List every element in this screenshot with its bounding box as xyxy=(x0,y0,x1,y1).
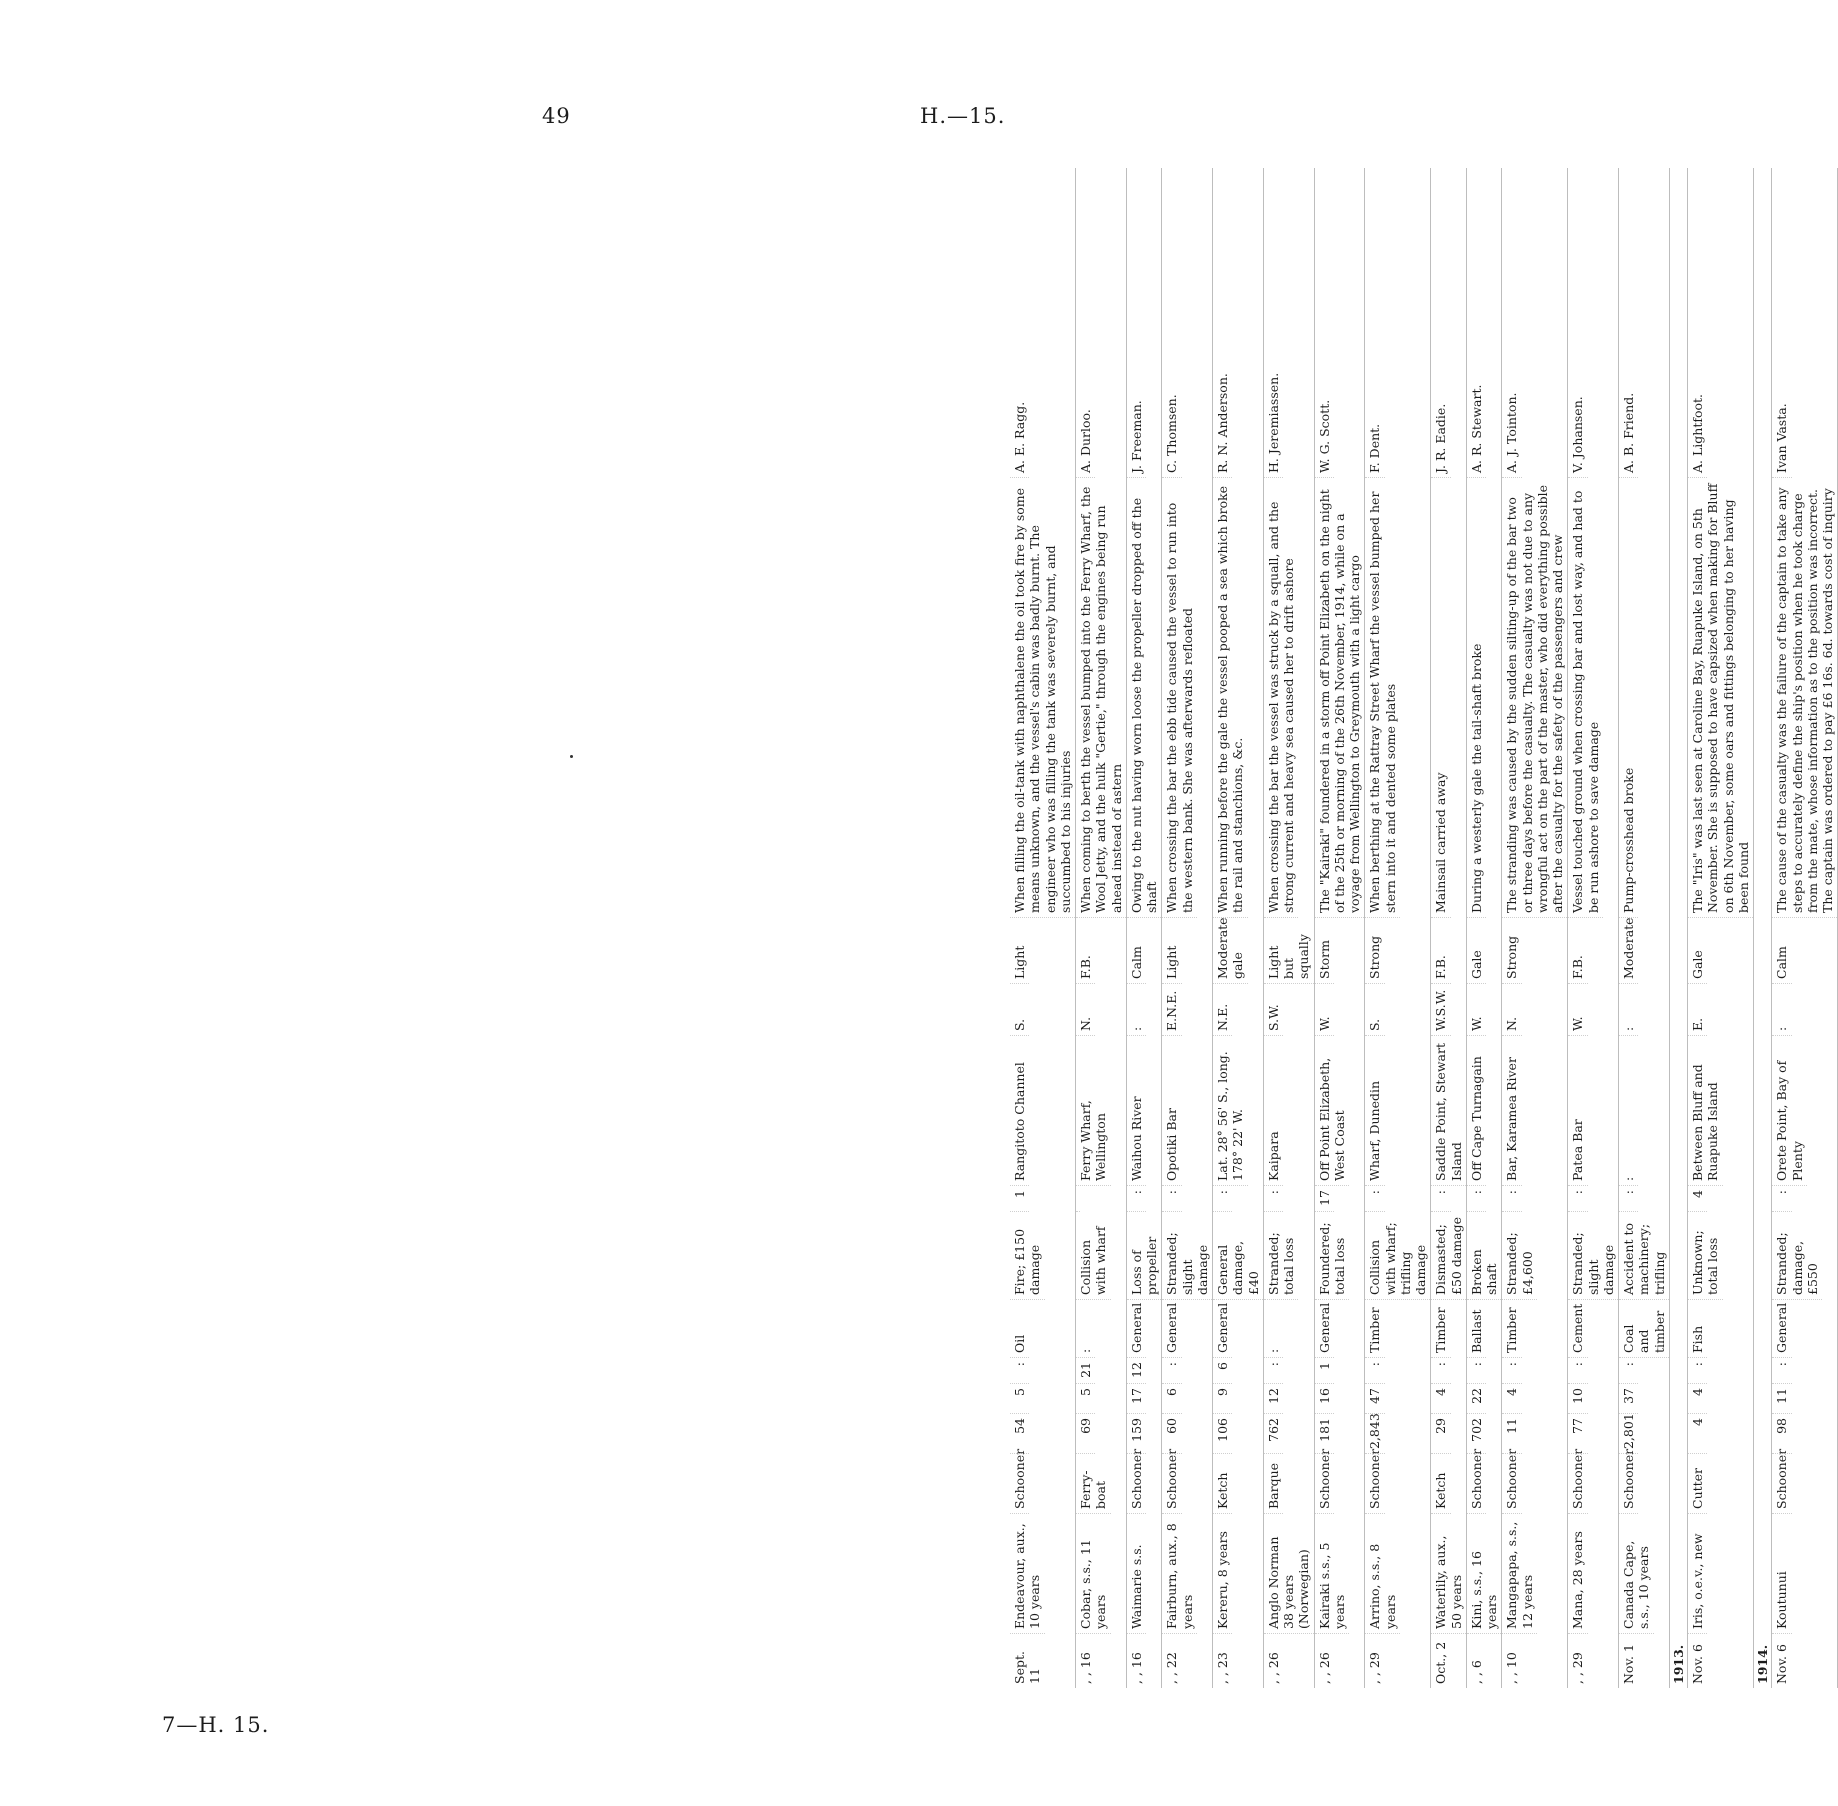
cell-date: Nov. 6 xyxy=(1690,1644,1705,1684)
cell-lives: 4 xyxy=(1688,1186,1707,1212)
cell-nature: Dismasted; £50 damage xyxy=(1431,1212,1466,1300)
cell-date: Sept. 11 xyxy=(1012,1651,1043,1684)
table-row xyxy=(1568,168,1619,1688)
cell-crew: 37 xyxy=(1619,1384,1638,1414)
cell-date: , , 23 xyxy=(1215,1652,1230,1684)
cell-investigated-by: A. E. Ragg. xyxy=(1010,338,1029,478)
cell-tonnage: 2,801 xyxy=(1619,1414,1638,1454)
cell-name: Endeavour, aux., 10 years xyxy=(1010,1514,1045,1634)
cell-investigated-by: W. G. Scott. xyxy=(1315,338,1334,478)
cell-tonnage: 98 xyxy=(1772,1414,1791,1454)
cell-crew: 4 xyxy=(1431,1384,1450,1414)
cell-wind-force: F.B. xyxy=(1076,918,1095,984)
cell-crew: 12 xyxy=(1264,1384,1283,1414)
cell-cargo: Coal and timber xyxy=(1619,1300,1669,1358)
cell-passengers: 1 xyxy=(1315,1358,1334,1384)
cell-date: Nov. 6 xyxy=(1774,1644,1790,1684)
table-row xyxy=(1619,168,1670,1688)
table-row xyxy=(1264,168,1315,1688)
cell-investigated-by: Ivan Vasta. xyxy=(1772,338,1791,478)
cell-cause: When filling the oil-tank with naphthalene the oil took fire by some means unknown, and the vessel's cabin was badly burnt. The engineer who was filling the tank was severely burnt, and succumbed to his injuries xyxy=(1010,478,1075,918)
cell-wind-dir: : xyxy=(1619,984,1638,1036)
cell-place: Off Cape Turnagain xyxy=(1467,1036,1486,1186)
cell-investigated-by: J. R. Eadie. xyxy=(1431,338,1450,478)
cell-wind-dir: W.S.W. xyxy=(1431,984,1450,1036)
cell-name: Iris, o.e.v., new xyxy=(1688,1514,1707,1634)
cell-wind-dir: S.W. xyxy=(1264,984,1283,1036)
cell-investigated-by: A. R. Stewart. xyxy=(1467,338,1486,478)
cell-tonnage: 54 xyxy=(1010,1414,1029,1454)
cell-cause: The "Kairaki" foundered in a storm off Point Elizabeth on the night of the 25th or morning of the 26th November, 1914, while on a voyage from Wellington to Greymouth with a light cargo xyxy=(1315,478,1365,918)
cell-cargo: Timber xyxy=(1365,1300,1384,1358)
cell-rig: Schooner xyxy=(1127,1454,1146,1514)
cell-cargo: Oil xyxy=(1010,1300,1029,1358)
cell-cause: When crossing the bar the vessel was struck by a squall, and the strong current and heavy sea caused her to drift ashore xyxy=(1264,478,1299,918)
cell-place: Rangitoto Channel xyxy=(1010,1036,1029,1186)
cell-nature: Loss of propeller xyxy=(1127,1212,1162,1300)
cell-cargo: General xyxy=(1162,1300,1181,1358)
cell-passengers: : xyxy=(1467,1358,1486,1384)
cell-investigated-by: R. N. Anderson. xyxy=(1213,338,1232,478)
cell-cause: Owing to the nut having worn loose the propeller dropped off the shaft xyxy=(1127,478,1162,918)
cell-crew: 11 xyxy=(1772,1384,1791,1414)
cell-crew: 10 xyxy=(1568,1384,1587,1414)
cell-wind-dir: S. xyxy=(1010,984,1029,1036)
cell-cause: During a westerly gale the tail-shaft broke xyxy=(1467,478,1486,918)
cell-cargo: Ballast xyxy=(1467,1300,1486,1358)
table-row xyxy=(1365,168,1431,1688)
page-number: 49 xyxy=(542,104,571,128)
table-row xyxy=(1213,168,1264,1688)
year-label: 1914. xyxy=(1754,168,1772,1688)
cell-passengers: 6 xyxy=(1213,1358,1232,1384)
cell-lives: : xyxy=(1213,1186,1232,1212)
cell-crew: 17 xyxy=(1127,1384,1146,1414)
cell-wind-dir: N.E. xyxy=(1213,984,1232,1036)
table-row xyxy=(1772,168,1838,1688)
year-label: 1913. xyxy=(1670,168,1688,1688)
cell-crew: 47 xyxy=(1365,1384,1384,1414)
cell-nature: Foundered; total loss xyxy=(1315,1212,1350,1300)
cell-place: : xyxy=(1619,1036,1638,1186)
cell-wind-dir: W. xyxy=(1568,984,1587,1036)
cell-wind-force: Gale xyxy=(1467,918,1486,984)
cell-place: Between Bluff and Ruapuke Island xyxy=(1688,1036,1723,1186)
cell-cargo: General xyxy=(1772,1300,1791,1358)
cell-name: Cobar, s.s., 11 years xyxy=(1076,1514,1111,1634)
cell-cargo: : xyxy=(1264,1300,1283,1358)
cell-wind-force: Strong xyxy=(1502,918,1521,984)
cell-rig: Schooner xyxy=(1315,1454,1334,1514)
cell-investigated-by: A. Lightfoot. xyxy=(1688,338,1707,478)
cell-crew: 9 xyxy=(1213,1384,1232,1414)
cell-place: Lat. 28° 56' S., long. 178° 22' W. xyxy=(1213,1036,1248,1186)
cell-name: Mana, 28 years xyxy=(1568,1514,1587,1634)
cell-cause: The cause of the casualty was the failure of the captain to take any steps to accurately define the ship's position when he took charge from the mate, whose information as to the position was incorrect. The captain was ordered to pay £6 16s. 6d. towards cost of inquiry xyxy=(1772,478,1837,918)
cell-lives: : xyxy=(1127,1186,1146,1212)
cell-place: Saddle Point, Stewart Island xyxy=(1431,1036,1466,1186)
cell-place: Wharf, Dunedin xyxy=(1365,1036,1384,1186)
table-row xyxy=(1688,168,1754,1688)
cell-cargo: Cement xyxy=(1568,1300,1587,1358)
cell-cargo: Timber xyxy=(1431,1300,1450,1358)
table-row xyxy=(1315,168,1366,1688)
cell-wind-dir: W. xyxy=(1467,984,1486,1036)
cell-lives: : xyxy=(1264,1186,1283,1212)
cell-rig: Barque xyxy=(1264,1454,1283,1514)
cell-cargo: Fish xyxy=(1688,1300,1707,1358)
cell-wind-dir: S. xyxy=(1365,984,1384,1036)
cell-investigated-by: A. J. Tointon. xyxy=(1502,338,1521,478)
cell-rig: Ferry-boat xyxy=(1076,1454,1111,1514)
table-row xyxy=(1162,168,1213,1688)
cell-crew: 4 xyxy=(1502,1384,1521,1414)
cell-tonnage: 159 xyxy=(1127,1414,1146,1454)
cell-date: , , 29 xyxy=(1367,1652,1383,1684)
cell-date: , , 26 xyxy=(1316,1652,1332,1684)
cell-name: Waimarie s.s. xyxy=(1127,1514,1146,1634)
cell-passengers: : xyxy=(1688,1358,1707,1384)
cell-wind-force: Moderate xyxy=(1619,918,1638,984)
cell-investigated-by: F. Dent. xyxy=(1365,338,1384,478)
cell-investigated-by: J. Freeman. xyxy=(1127,338,1146,478)
cell-nature: Collision with wharf; trifling damage xyxy=(1365,1212,1430,1300)
cell-place: Orete Point, Bay of Plenty xyxy=(1772,1036,1807,1186)
cell-wind-dir: E.N.E. xyxy=(1162,984,1181,1036)
cell-nature: Unknown; total loss xyxy=(1688,1212,1723,1300)
cell-lives: : xyxy=(1772,1186,1791,1212)
cell-cause: Mainsail carried away xyxy=(1431,478,1450,918)
cell-rig: Schooner xyxy=(1365,1454,1384,1514)
cell-passengers: : xyxy=(1010,1358,1029,1384)
cell-rig: Ketch xyxy=(1431,1454,1450,1514)
cell-lives: 17 xyxy=(1315,1186,1334,1212)
cell-passengers: : xyxy=(1264,1358,1283,1384)
cell-wind-force: Calm xyxy=(1772,918,1791,984)
cell-tonnage: 29 xyxy=(1431,1414,1450,1454)
cell-wind-dir: W. xyxy=(1315,984,1334,1036)
cell-wind-force: Strong xyxy=(1365,918,1384,984)
cell-crew: 6 xyxy=(1162,1384,1181,1414)
cell-rig: Schooner xyxy=(1467,1454,1486,1514)
cell-passengers: : xyxy=(1568,1358,1587,1384)
cell-name: Fairburn, aux., 8 years xyxy=(1162,1514,1197,1634)
cell-tonnage: 181 xyxy=(1315,1414,1334,1454)
cell-nature: Collision with wharf xyxy=(1076,1212,1111,1300)
cell-date: Nov. 1 xyxy=(1621,1644,1636,1684)
cell-passengers: 12 xyxy=(1127,1358,1146,1384)
cell-investigated-by: H. Jeremiassen. xyxy=(1264,338,1283,478)
cell-wind-dir: : xyxy=(1772,984,1791,1036)
cell-wind-force: Gale xyxy=(1688,918,1707,984)
cell-tonnage: 11 xyxy=(1502,1414,1521,1454)
cell-passengers: : xyxy=(1431,1358,1450,1384)
cell-rig: Schooner xyxy=(1502,1454,1521,1514)
cell-nature: Stranded; damage, £550 xyxy=(1772,1212,1822,1300)
cell-cause: When berthing at the Rattray Street Wharf the vessel bumped her stern into it and dented some plates xyxy=(1365,478,1400,918)
cell-cargo: Timber xyxy=(1502,1300,1521,1358)
cell-crew: 16 xyxy=(1315,1384,1334,1414)
cell-passengers: : xyxy=(1772,1358,1791,1384)
cell-lives xyxy=(1076,1186,1080,1212)
cell-tonnage: 106 xyxy=(1213,1414,1232,1454)
cell-rig: Schooner xyxy=(1162,1454,1181,1514)
casualty-table xyxy=(1010,168,1838,1688)
cell-rig: Ketch xyxy=(1213,1454,1232,1514)
cell-nature: Broken shaft xyxy=(1467,1212,1502,1300)
cell-tonnage: 762 xyxy=(1264,1414,1283,1454)
cell-investigated-by: A. Durloo. xyxy=(1076,338,1095,478)
cell-lives: : xyxy=(1162,1186,1181,1212)
cell-name: Anglo Norman 38 years (Norwegian) xyxy=(1264,1514,1314,1634)
cell-crew: 4 xyxy=(1688,1384,1707,1414)
cell-lives: : xyxy=(1365,1186,1384,1212)
table-row xyxy=(1502,168,1568,1688)
cell-passengers: : xyxy=(1365,1358,1384,1384)
ink-speck xyxy=(570,755,573,758)
cell-place: Ferry Wharf, Wellington xyxy=(1076,1036,1111,1186)
cell-tonnage: 60 xyxy=(1162,1414,1181,1454)
cell-tonnage: 77 xyxy=(1568,1414,1587,1454)
cell-name: Arrino, s.s., 8 years xyxy=(1365,1514,1400,1634)
cell-nature: Stranded; slight damage xyxy=(1568,1212,1618,1300)
cell-cargo: General xyxy=(1127,1300,1146,1358)
cell-name: Waterlily, aux., 50 years xyxy=(1431,1514,1466,1634)
cell-nature: Accident to machinery; trifling xyxy=(1619,1212,1669,1300)
cell-crew: 22 xyxy=(1467,1384,1486,1414)
cell-wind-force: Storm xyxy=(1315,918,1334,984)
cell-date: , , 26 xyxy=(1265,1652,1281,1684)
cell-date: , , 6 xyxy=(1468,1660,1484,1684)
cell-rig: Cutter xyxy=(1688,1454,1707,1514)
cell-tonnage: 702 xyxy=(1467,1414,1486,1454)
cell-name: Kereru, 8 years xyxy=(1213,1514,1232,1634)
table-row xyxy=(1076,168,1127,1688)
cell-investigated-by: V. Johansen. xyxy=(1568,338,1587,478)
page-signature: 7—H. 15. xyxy=(162,1713,270,1737)
cell-tonnage: 4 xyxy=(1688,1414,1707,1454)
cell-wind-force: Moderate gale xyxy=(1213,918,1248,984)
cell-cause: The stranding was caused by the sudden silting-up of the bar two or three days before the casualty. The casualty was not due to any wrongful act on the part of the master, who did everything possible after the casualty for the safety of the passengers and crew xyxy=(1502,478,1567,918)
document-code: H.—15. xyxy=(920,104,1006,128)
cell-lives: : xyxy=(1431,1186,1450,1212)
cell-lives: : xyxy=(1568,1186,1587,1212)
cell-wind-force: F.B. xyxy=(1431,918,1450,984)
cell-place: Opotiki Bar xyxy=(1162,1036,1181,1186)
cell-wind-force: F.B. xyxy=(1568,918,1587,984)
cell-place: Bar, Karamea River xyxy=(1502,1036,1521,1186)
table-row xyxy=(1467,168,1503,1688)
cell-cause: When running before the gale the vessel pooped a sea which broke the rail and stanchions, &c. xyxy=(1213,478,1248,918)
cell-rig: Schooner xyxy=(1772,1454,1791,1514)
cell-nature: Stranded; £4,600 xyxy=(1502,1212,1537,1300)
cell-wind-force: Light xyxy=(1010,918,1029,984)
cell-name: Kairaki s.s., 5 years xyxy=(1315,1514,1350,1634)
cell-place: Kaipara xyxy=(1264,1036,1283,1186)
cell-cause: When crossing the bar the ebb tide caused the vessel to run into the western bank. She was afterwards refloated xyxy=(1162,478,1197,918)
cell-date: , , 22 xyxy=(1164,1652,1180,1684)
cell-wind-dir: N. xyxy=(1502,984,1521,1036)
cell-cargo: General xyxy=(1315,1300,1334,1358)
cell-passengers: : xyxy=(1502,1358,1521,1384)
cell-nature: Stranded; total loss xyxy=(1264,1212,1299,1300)
cell-cargo: : xyxy=(1076,1300,1095,1358)
cell-investigated-by: C. Thomsen. xyxy=(1162,338,1181,478)
table-row xyxy=(1127,168,1163,1688)
cell-tonnage: 69 xyxy=(1076,1414,1095,1454)
cell-name: Canada Cape, s.s., 10 years xyxy=(1619,1514,1654,1634)
cell-cause: When coming to berth the vessel bumped into the Ferry Wharf, the Wool Jetty, and the hulk "Gertie," through the engines being run ahead instead of astern xyxy=(1076,478,1126,918)
cell-lives: : xyxy=(1619,1186,1638,1212)
cell-date: Oct., 2 xyxy=(1433,1641,1449,1684)
cell-passengers: : xyxy=(1162,1358,1181,1384)
cell-cause: Pump-crosshead broke xyxy=(1619,478,1638,918)
cell-crew: 5 xyxy=(1010,1384,1029,1414)
cell-passengers: : xyxy=(1619,1358,1638,1384)
cell-name: Mangapapa, s.s., 12 years xyxy=(1502,1514,1537,1634)
cell-wind-dir: N. xyxy=(1076,984,1095,1036)
cell-lives: : xyxy=(1502,1186,1521,1212)
cell-cargo: General xyxy=(1213,1300,1232,1358)
cell-date: , , 16 xyxy=(1078,1652,1093,1684)
cell-place: Waihou River xyxy=(1127,1036,1146,1186)
cell-date: , , 16 xyxy=(1128,1652,1144,1684)
table-row xyxy=(1431,168,1467,1688)
cell-name: Kini, s.s., 16 years xyxy=(1467,1514,1502,1634)
cell-rig: Schooner xyxy=(1568,1454,1587,1514)
cell-tonnage: 2,843 xyxy=(1365,1414,1384,1454)
cell-passengers: 21 xyxy=(1076,1358,1095,1384)
cell-wind-dir: : xyxy=(1127,984,1146,1036)
cell-date: , , 10 xyxy=(1504,1652,1520,1684)
cell-wind-force: Calm xyxy=(1127,918,1146,984)
cell-name: Koutunui xyxy=(1772,1514,1791,1634)
cell-nature: General damage, £40 xyxy=(1213,1212,1263,1300)
cell-place: Patea Bar xyxy=(1568,1036,1587,1186)
cell-crew: 5 xyxy=(1076,1384,1095,1414)
cell-nature: Fire; £150 damage xyxy=(1010,1212,1045,1300)
cell-lives: 1 xyxy=(1010,1186,1029,1212)
cell-cause: Vessel touched ground when crossing bar and lost way, and had to be run ashore to save damage xyxy=(1568,478,1603,918)
cell-wind-force: Light xyxy=(1162,918,1181,984)
cell-rig: Schooner xyxy=(1010,1454,1029,1514)
cell-rig: Schooner xyxy=(1619,1454,1638,1514)
cell-wind-force: Light but squally xyxy=(1264,918,1314,984)
cell-investigated-by: A. B. Friend. xyxy=(1619,338,1638,478)
cell-date: , , 29 xyxy=(1570,1652,1586,1684)
cell-lives: : xyxy=(1467,1186,1486,1212)
cell-cause: The "Iris" was last seen at Caroline Bay, Ruapuke Island, on 5th November. She is supposed to have capsized when making for Bluff on 6th November, some oars and fittings belonging to her having been found xyxy=(1688,478,1753,918)
cell-place: Off Point Elizabeth, West Coast xyxy=(1315,1036,1350,1186)
cell-nature: Stranded; slight damage xyxy=(1162,1212,1212,1300)
table-row xyxy=(1010,168,1076,1688)
cell-wind-dir: E. xyxy=(1688,984,1707,1036)
